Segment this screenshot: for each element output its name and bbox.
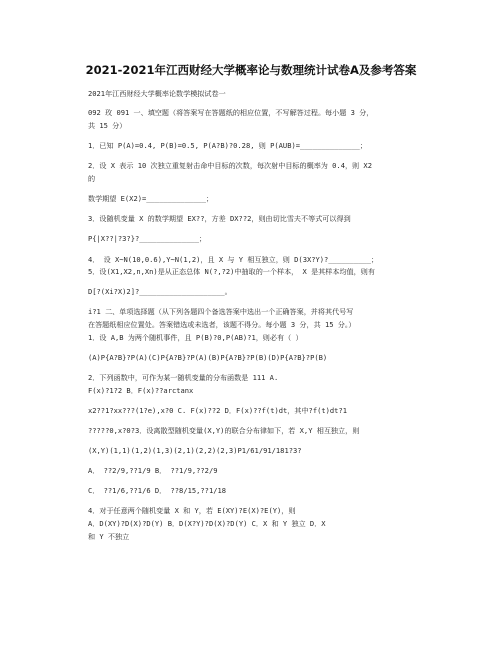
- text-line: 共 15 分）: [88, 121, 127, 130]
- options-line: 和 Y 不独立: [88, 532, 130, 541]
- question-line: 4．对于任意两个随机变量 X 和 Y，若 E(XY)?E(X)?E(Y)，则: [88, 506, 296, 515]
- question-line: 5．设(X1,X2,n,Xn)是从正态总体 N(?,?2)中抽取的一个样本， X 是其样本均值，则有: [88, 267, 375, 276]
- text-line: 数学期望 E(X2)=______________；: [88, 194, 214, 203]
- question-line: 2．设 X 表示 10 次独立重复射击命中目标的次数，每次射中目标的概率为 0.4，则 X2: [88, 161, 372, 170]
- options-line: F(x)?1?2 B．F(x)??arctanx: [88, 386, 194, 395]
- options-line: A．D(XY)?D(X)?D(Y) B．D(X?Y)?D(X)?D(Y) C．X 和 Y 独立 D．X: [88, 519, 326, 528]
- text-line: 092 玫 091 一、填空题（将答案写在答题纸的相应位置，不写解答过程。每小题 3 分，: [88, 108, 374, 117]
- options-line: A． ??2/9,??1/9 B． ??1/9,??2/9: [88, 466, 218, 475]
- table-line: (X,Y)(1,1)(1,2)(1,3)(2,1)(2,2)(2,3)P1/61/91/181?3?: [88, 446, 302, 455]
- text-line: 在答题纸相应位置处。答案错选或未选者，该题不得分。每小题 3 分，共 15 分。）: [88, 320, 356, 329]
- document-title: 2021-2021年江西财经大学概率论与数理统计试卷A及参考答案: [85, 63, 417, 77]
- question-line: 1．已知 P(A)=0.4, P(B)=0.5, P(A?B)?0.28, 则 P(AUB)=______________；: [88, 141, 367, 150]
- question-line: 2．下列函数中，可作为某一随机变量的分布函数是 111 A.: [88, 373, 279, 382]
- options-line: (A)P{A?B}?P(A)(C)P{A?B}?P(A)(B)P{A?B}?P(B)(D)P{A?B}?P(B): [88, 353, 328, 362]
- question-line: 4． 设 X~N(10,0.6),Y~N(1,2)，且 X 与 Y 相互独立，则 D(3X?Y)?__________；: [88, 255, 379, 264]
- text-line: 的: [88, 174, 96, 183]
- text-line: P{|X??|?3?}?______________；: [88, 234, 207, 243]
- text-line: D[?(Xi?X)2]?____________________。: [88, 287, 232, 296]
- question-line: 3．设随机变量 X 的数学期望 EX??，方差 DX??2，则由切比雪夫不等式可以得到: [88, 214, 351, 223]
- section-heading: i?1 二、单项选择题（从下列各题四个备选答案中选出一个正确答案，并将其代号写: [88, 307, 354, 316]
- options-line: C． ??1/6,??1/6 D． ??8/15,??1/18: [88, 486, 227, 495]
- question-line: 1．设 A,B 为两个随机事件，且 P(B)?0,P(AB)?1，则必有（ ）: [88, 333, 303, 342]
- options-line: x2??1?xx???(1?e),x?0 C. F(x)??2 D．F(x)??f(t)dt，其中?f(t)dt?1: [88, 406, 347, 415]
- question-line: ?????0,x?0?3．设离散型随机变量(X,Y)的联合分布律如下，若 X,Y 相互独立，则: [88, 426, 360, 435]
- subtitle-line: 2021年江西财经大学概率论数学模拟试卷一: [88, 89, 226, 98]
